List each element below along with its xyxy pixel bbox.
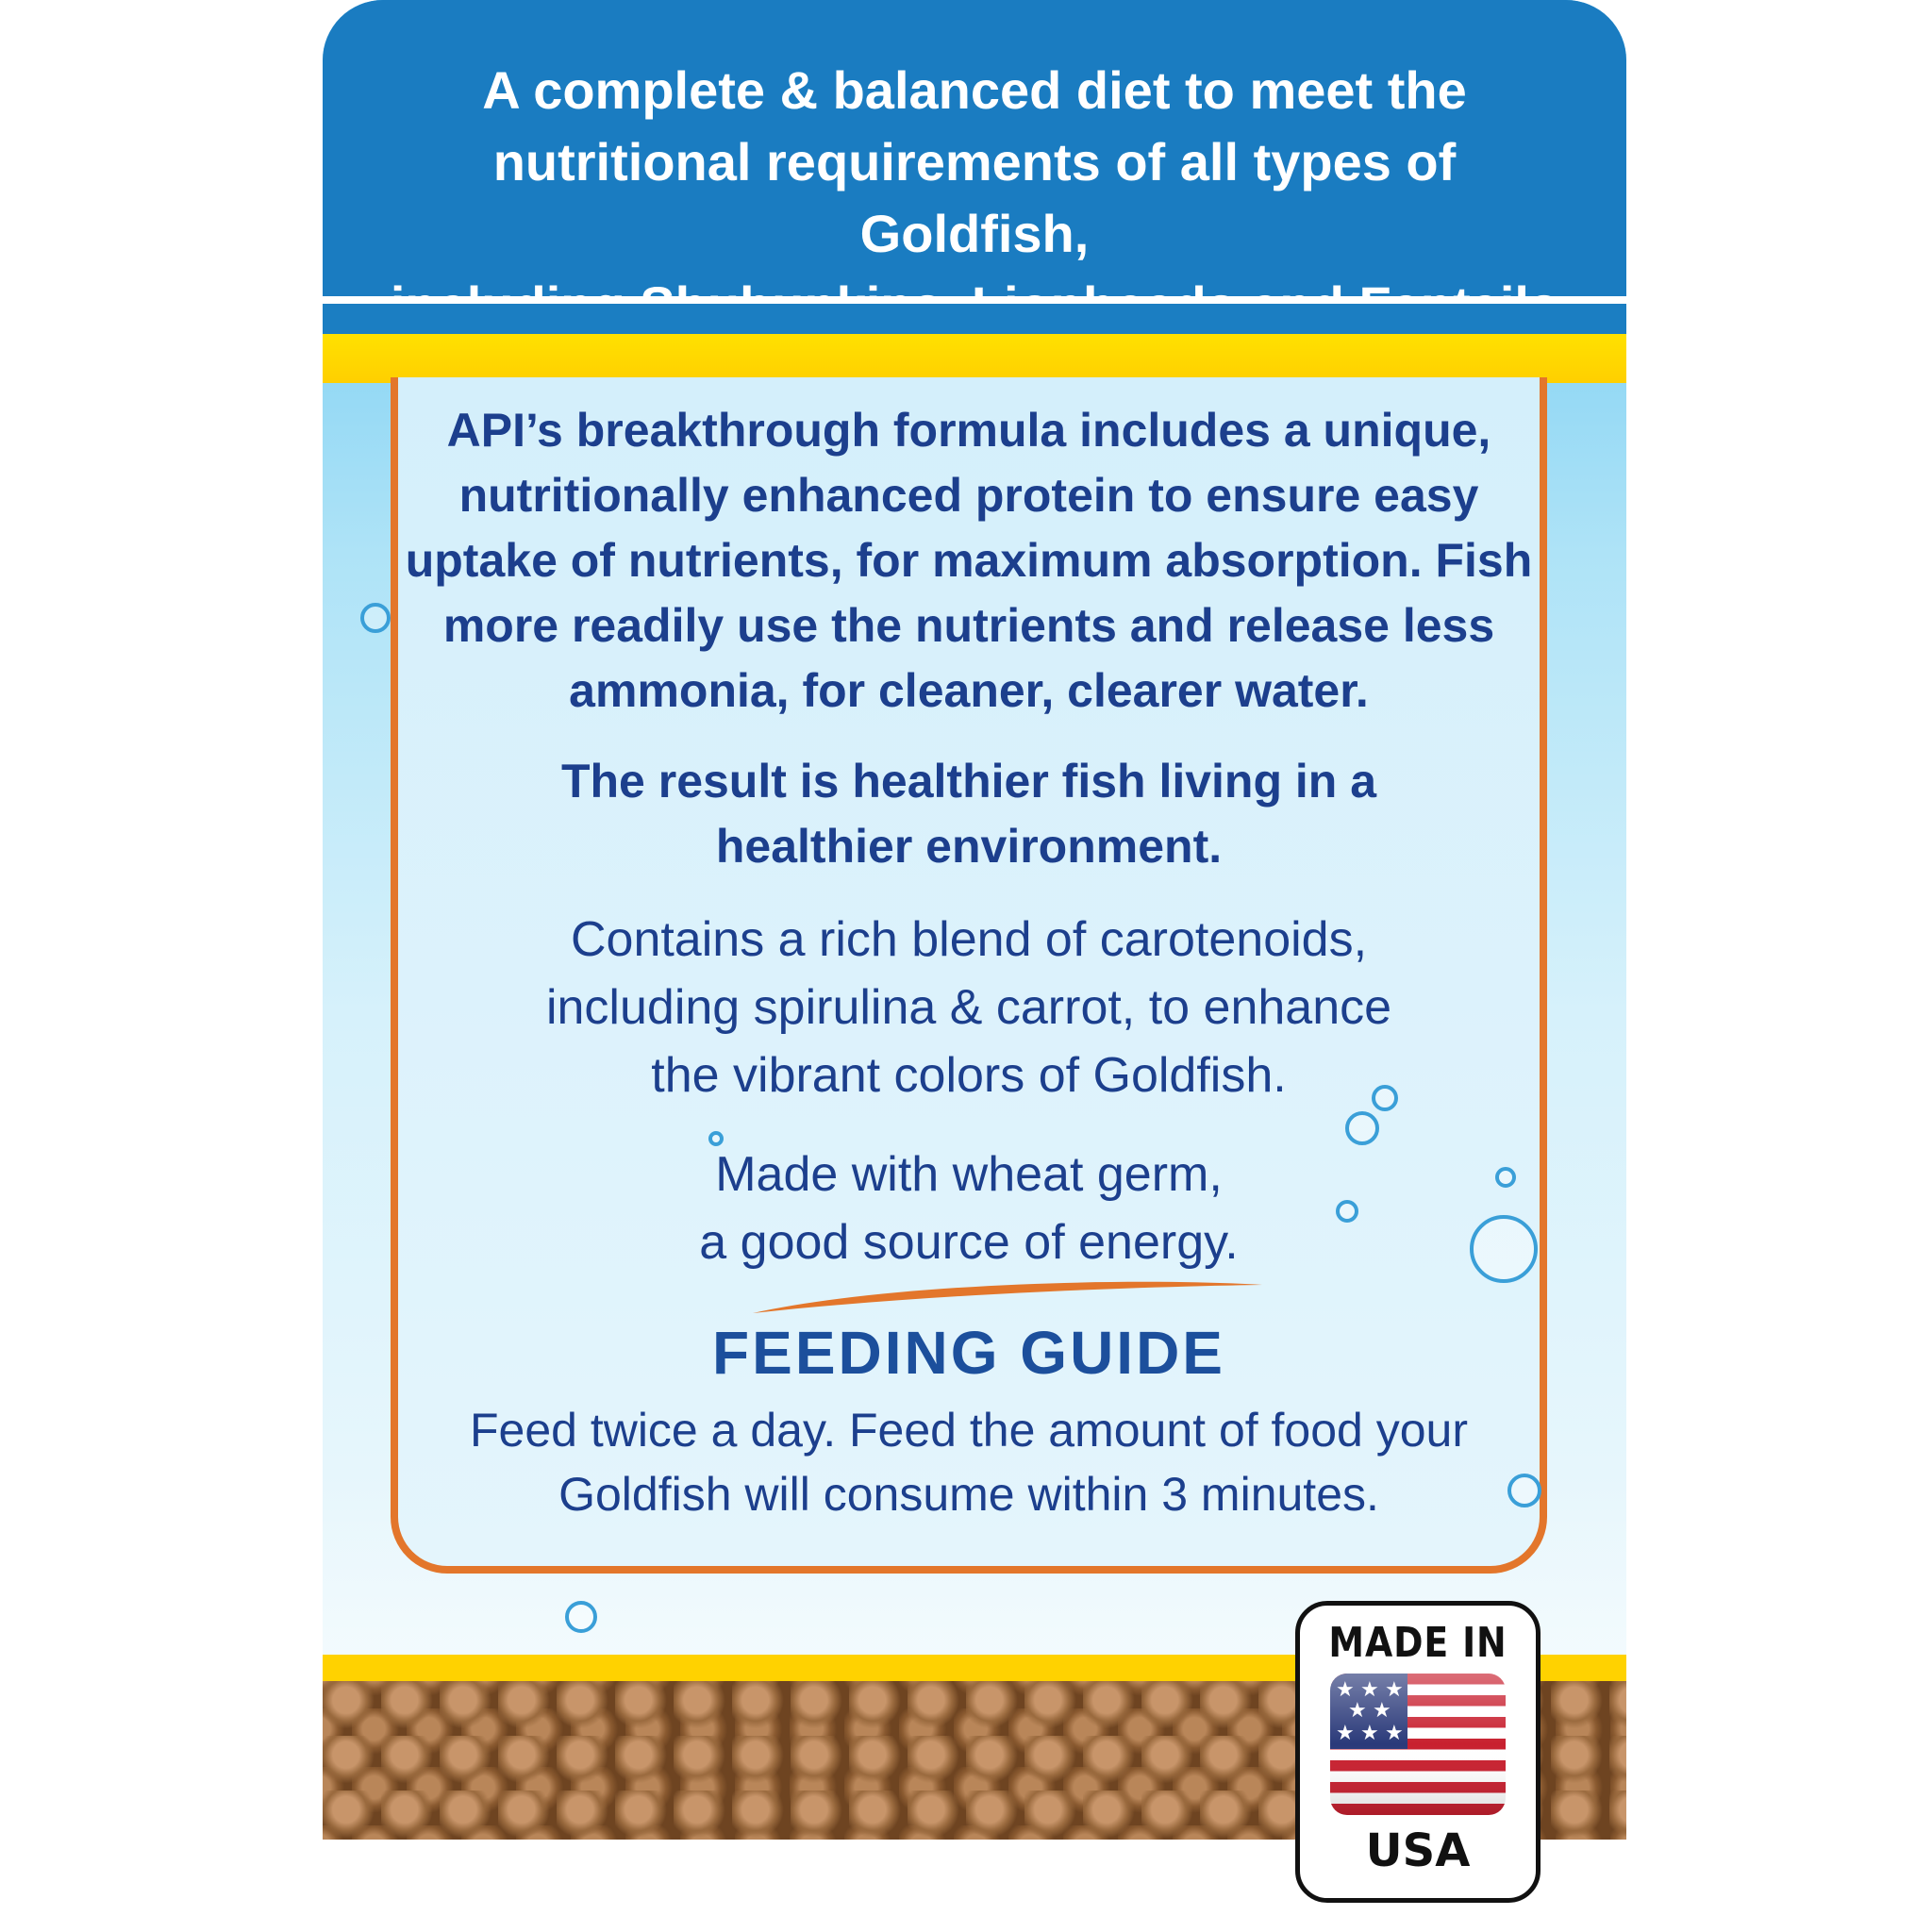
formula-paragraph: API’s breakthrough formula includes a unique, nutritionally enhanced protein to ensure easy uptake of nutrients, for maximum absorption. Fish more readily use the nutrients and release less ammonia, for cleaner, clearer water. [405, 404, 1533, 717]
svg-text:★: ★ [1348, 1699, 1367, 1723]
bubbles-decoration-icon [323, 0, 1626, 1840]
us-flag-icon [1330, 1674, 1506, 1815]
header-text: A complete & balanced diet to meet the nutritional requirements of all types of Goldfish, [482, 60, 1467, 263]
svg-text:★: ★ [1385, 1678, 1404, 1702]
svg-text:★: ★ [1373, 1699, 1391, 1723]
svg-text:★: ★ [1336, 1678, 1355, 1702]
svg-text:★: ★ [1360, 1678, 1379, 1702]
svg-text:★: ★ [1336, 1722, 1355, 1745]
feeding-guide-title: FEEDING GUIDE [712, 1319, 1225, 1387]
svg-text:★: ★ [1385, 1722, 1404, 1745]
made-in-usa-badge [1295, 1601, 1541, 1903]
carotenoids-paragraph: Contains a rich blend of carotenoids, including spirulina & carrot, to enhance the vibrant colors of Goldfish. [545, 912, 1392, 1103]
svg-text:★: ★ [1360, 1722, 1379, 1745]
result-paragraph: The result is healthier fish living in a healthier environment. [560, 755, 1377, 873]
feeding-guide-text: Feed twice a day. Feed the amount of food your Goldfish will consume within 3 minutes. [469, 1404, 1469, 1521]
product-card [323, 0, 1626, 1840]
badge-usa-label: USA [1365, 1824, 1471, 1877]
wheat-germ-paragraph: Made with wheat germ, a good source of energy. [699, 1147, 1239, 1270]
badge-made-in-label: MADE IN [1328, 1619, 1507, 1667]
